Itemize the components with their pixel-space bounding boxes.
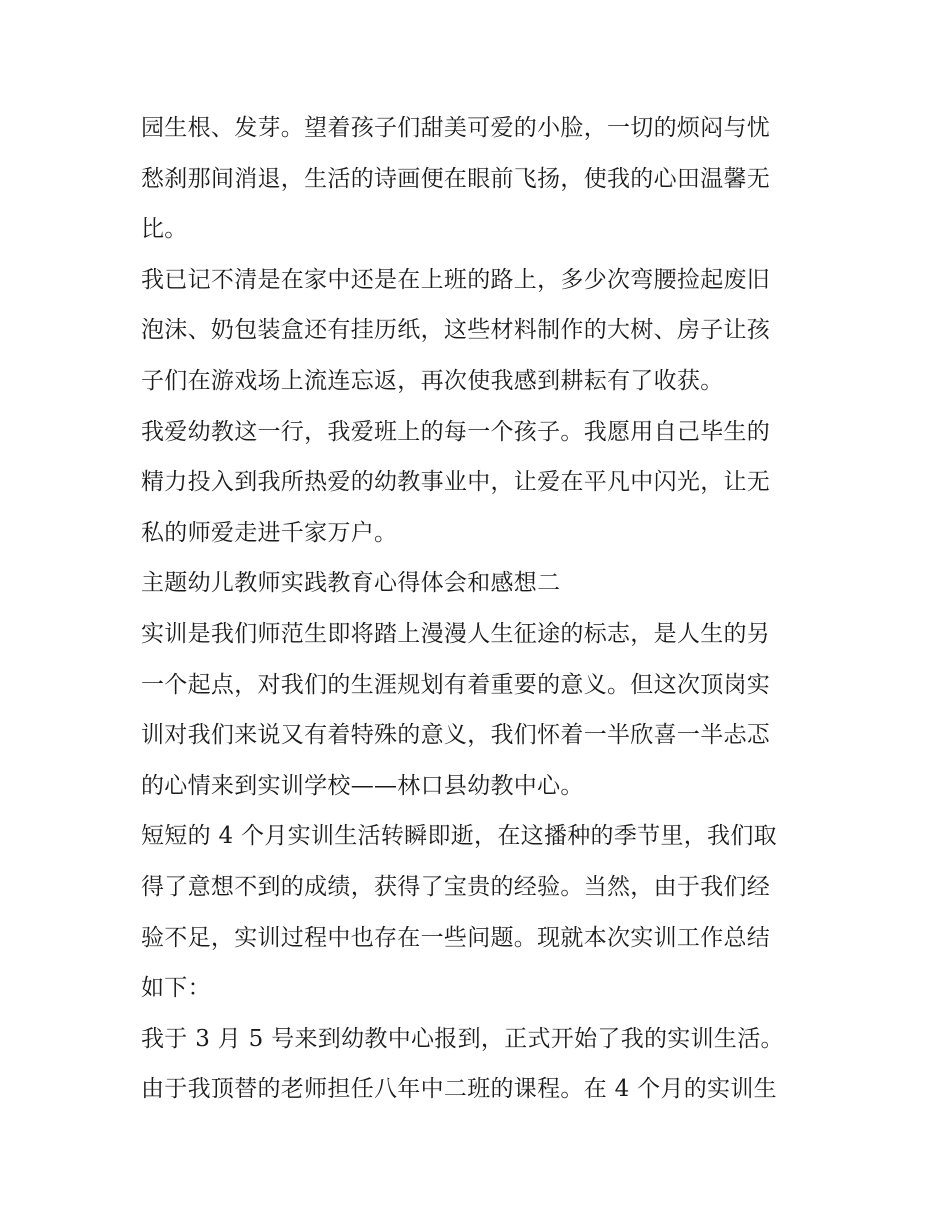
text-line: 的心情来到实训学校——林口县幼教中心。 (141, 772, 584, 799)
text-line: 园生根、发芽。望着孩子们甜美可爱的小脸，一切的烦闷与忧 (141, 115, 771, 141)
document-body (141, 103, 813, 1115)
text-line: 私的师爱走进千家万户。 (141, 519, 398, 546)
text-line: 精力投入到我所热爱的幼教事业中，让爱在平凡中闪光，让无 (141, 469, 771, 496)
text-line: 由于我顶替的老师担任八年中二班的课程。在 4 个月的实训生 (141, 1076, 777, 1103)
text-line: 得了意想不到的成绩，获得了宝贵的经验。当然，由于我们经 (141, 873, 771, 900)
text-line: 我已记不清是在家中还是在上班的路上，多少次弯腰捡起废旧 (141, 266, 771, 293)
text-line: 泡沫、奶包装盒还有挂历纸，这些材料制作的大树、房子让孩 (141, 317, 771, 344)
text-line: 子们在游戏场上流连忘返，再次使我感到耕耘有了收获。 (141, 367, 724, 394)
text-line: 验不足，实训过程中也存在一些问题。现就本次实训工作总结 (141, 924, 771, 951)
text-line: 如下： (141, 975, 211, 1002)
text-line: 短短的 4 个月实训生活转瞬即逝，在这播种的季节里，我们取 (141, 823, 777, 850)
text-line: 我于 3 月 5 号来到幼教中心报到，正式开始了我的实训生活。 (141, 1025, 784, 1052)
text-line: 一个起点，对我们的生涯规划有着重要的意义。但这次顶岗实 (141, 671, 771, 698)
text-line: 比。 (141, 216, 188, 243)
text-line: 训对我们来说又有着特殊的意义，我们怀着一半欣喜一半忐忑 (141, 722, 771, 749)
text-line: 实训是我们师范生即将踏上漫漫人生征途的标志，是人生的另 (141, 620, 771, 647)
text-line: 愁刹那间消退，生活的诗画便在眼前飞扬，使我的心田温馨无 (141, 165, 771, 192)
text-line: 我爱幼教这一行，我爱班上的每一个孩子。我愿用自己毕生的 (141, 418, 771, 445)
section-heading: 主题幼儿教师实践教育心得体会和感想二 (141, 570, 561, 597)
